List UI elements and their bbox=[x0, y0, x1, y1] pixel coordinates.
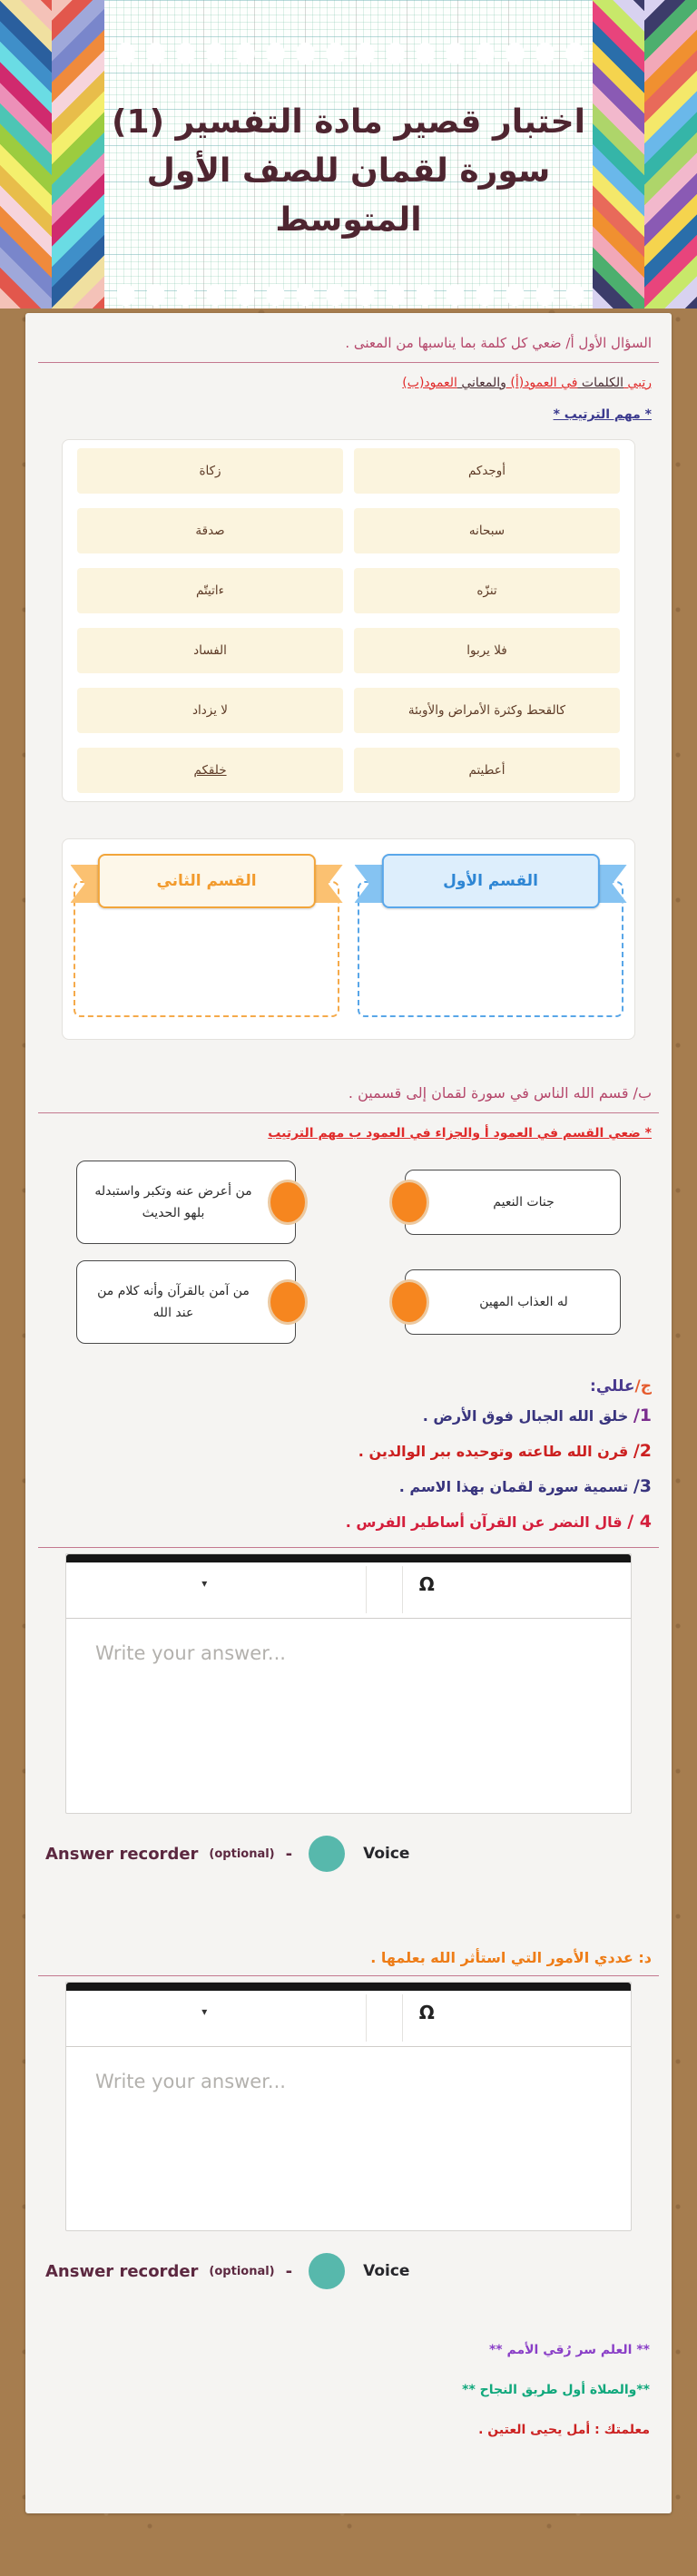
match-meaning-cell[interactable] bbox=[77, 448, 343, 494]
worksheet-body bbox=[25, 313, 672, 2513]
reason-item bbox=[34, 1434, 663, 1469]
match-word-cell[interactable] bbox=[354, 688, 620, 733]
answer-editor-2 bbox=[65, 1982, 632, 2231]
toolbar-separator bbox=[402, 1994, 403, 2042]
reason-text: قرن الله طاعته وتوحيده ببر الوالدين . bbox=[358, 1443, 633, 1460]
match-row bbox=[77, 508, 620, 553]
voice-record-button[interactable] bbox=[309, 2253, 345, 2289]
instruction-part: الكلمات bbox=[577, 376, 623, 390]
reason-item bbox=[34, 1504, 663, 1540]
recorder-label: Answer recorder bbox=[45, 1844, 199, 1864]
section-divider bbox=[38, 1112, 659, 1113]
answer-placeholder: Write your answer... bbox=[95, 1642, 286, 1664]
toolbar-separator bbox=[366, 1566, 367, 1613]
match-meaning-text: ءاتيتّم bbox=[196, 583, 224, 598]
order-important-note: * مهم الترتيب * bbox=[553, 407, 652, 422]
editor-top-bar bbox=[66, 1554, 631, 1562]
pair-row bbox=[34, 1260, 663, 1344]
match-meaning-cell[interactable] bbox=[77, 508, 343, 553]
chevron-decoration-left bbox=[0, 0, 104, 309]
recorder-optional-label: (optional) bbox=[209, 2264, 275, 2278]
recorder-dash: - bbox=[285, 2261, 293, 2281]
editor-toolbar bbox=[66, 1991, 631, 2047]
connector-dot[interactable] bbox=[389, 1279, 429, 1325]
footer-line: معلمتك : أمل يحيى العتين . bbox=[478, 2423, 650, 2437]
match-word-text: فلا يربوا bbox=[466, 643, 507, 658]
match-word-cell[interactable] bbox=[354, 448, 620, 494]
question-b-title: ب/ قسم الله الناس في سورة لقمان إلى قسمين . bbox=[348, 1084, 652, 1102]
format-dropdown-icon[interactable]: ▾ bbox=[201, 1577, 208, 1590]
reason-number: 1/ bbox=[633, 1406, 652, 1425]
section-divider bbox=[38, 1547, 659, 1548]
pair-category-box[interactable] bbox=[405, 1269, 621, 1335]
question-a-instruction bbox=[34, 372, 663, 394]
section-divider bbox=[38, 362, 659, 363]
footer-notes bbox=[47, 2340, 650, 2440]
recorder-label: Answer recorder bbox=[45, 2261, 199, 2281]
pair-answer-text: من آمن بالقرآن وأنه كلام من عند الله bbox=[97, 1284, 250, 1320]
answer-text-area[interactable] bbox=[66, 1619, 631, 1813]
answer-placeholder: Write your answer... bbox=[95, 2071, 286, 2092]
match-word-text: كالقحط وكثرة الأمراض والأوبئة bbox=[407, 703, 566, 718]
pair-answer-box[interactable] bbox=[76, 1260, 296, 1344]
question-c-letter: ج/ bbox=[634, 1377, 652, 1396]
match-word-cell[interactable] bbox=[354, 748, 620, 793]
connector-dot[interactable] bbox=[268, 1180, 308, 1225]
match-word-cell[interactable] bbox=[354, 628, 620, 673]
title-line-2: سورة لقمان للصف الأول bbox=[146, 152, 551, 190]
pair-row bbox=[34, 1161, 663, 1244]
section-divider bbox=[38, 1975, 659, 1976]
reason-item bbox=[34, 1398, 663, 1434]
match-word-cell[interactable] bbox=[354, 508, 620, 553]
worksheet-header bbox=[0, 0, 697, 309]
pair-category-text: له العذاب المهين bbox=[479, 1295, 568, 1309]
ribbon-banner bbox=[381, 854, 599, 908]
pair-category-text: جنات النعيم bbox=[493, 1195, 555, 1210]
match-row bbox=[77, 448, 620, 494]
ribbon-banner bbox=[97, 854, 315, 908]
voice-label: Voice bbox=[363, 1845, 410, 1863]
question-b-instruction: * ضعي القسم في العمود أ والجزاء في العمود ب مهم الترتيب bbox=[268, 1126, 652, 1141]
reason-text: تسمية سورة لقمان بهذا الاسم . bbox=[398, 1478, 633, 1495]
match-meaning-text: صدقة bbox=[195, 524, 225, 538]
connector-dot[interactable] bbox=[268, 1279, 308, 1325]
chevron-stripes bbox=[644, 0, 697, 309]
sorting-bins-box bbox=[62, 838, 635, 1040]
reason-number: 3/ bbox=[633, 1476, 652, 1496]
reason-number: 2/ bbox=[633, 1441, 652, 1461]
answer-recorder-1 bbox=[45, 1836, 663, 1872]
answer-recorder-2 bbox=[45, 2253, 663, 2289]
match-word-cell[interactable] bbox=[354, 568, 620, 613]
match-word-text: سبحانه bbox=[468, 524, 506, 538]
chevron-stripes bbox=[0, 0, 53, 309]
match-meaning-text: لا يزداد bbox=[192, 703, 228, 718]
title-line-1: اختبار قصير مادة التفسير (1) bbox=[112, 103, 585, 141]
voice-label: Voice bbox=[363, 2262, 410, 2280]
reason-text: قال النضر عن القرآن أساطير الفرس . bbox=[345, 1513, 628, 1531]
match-row bbox=[77, 688, 620, 733]
matching-pairs bbox=[34, 1161, 663, 1344]
match-word-text: تنزّه bbox=[476, 583, 497, 598]
special-characters-button[interactable]: Ω bbox=[418, 1573, 435, 1595]
answer-text-area[interactable] bbox=[66, 2047, 631, 2230]
pair-answer-box[interactable] bbox=[76, 1161, 296, 1244]
recorder-dash: - bbox=[285, 1844, 293, 1864]
title-line-3: المتوسط bbox=[275, 201, 422, 239]
instruction-part: في العمود(أ) bbox=[506, 376, 578, 390]
question-d-title: د: عددي الأمور التي استأثر الله بعلمها . bbox=[370, 1949, 652, 1966]
reason-item bbox=[34, 1469, 663, 1504]
footer-line: **والصلاة أول طريق النجاح ** bbox=[462, 2383, 650, 2397]
pair-answer-text: من أعرض عنه وتكبر واستبدله بلهو الحديث bbox=[94, 1184, 252, 1220]
bin-label: القسم الثاني bbox=[97, 854, 315, 908]
scallop-border-top bbox=[111, 40, 586, 67]
question-c-items bbox=[34, 1398, 663, 1540]
toolbar-separator bbox=[402, 1566, 403, 1613]
match-row bbox=[77, 628, 620, 673]
question-c-verb: عللي: bbox=[590, 1377, 635, 1396]
connector-dot[interactable] bbox=[389, 1180, 429, 1225]
scallop-border-bottom bbox=[111, 281, 586, 309]
sorting-bin-blue bbox=[358, 854, 623, 1017]
match-meaning-cell[interactable] bbox=[77, 628, 343, 673]
reason-number: 4 / bbox=[627, 1512, 652, 1532]
match-row bbox=[77, 568, 620, 613]
match-word-text: أعطيتم bbox=[468, 763, 506, 778]
match-meaning-text: زكاة bbox=[199, 464, 221, 478]
chevron-decoration-right bbox=[593, 0, 697, 309]
match-meaning-cell[interactable] bbox=[77, 688, 343, 733]
instruction-part: العمود(ب) bbox=[402, 376, 457, 390]
sorting-bin-orange bbox=[74, 854, 339, 1017]
special-characters-button[interactable]: Ω bbox=[418, 2002, 435, 2023]
answer-editor-1 bbox=[65, 1553, 632, 1814]
worksheet-title bbox=[112, 98, 585, 245]
match-meaning-cell[interactable] bbox=[77, 748, 343, 793]
match-row bbox=[77, 748, 620, 793]
chevron-stripes bbox=[593, 0, 645, 309]
question-a-title: السؤال الأول أ/ ضعي كل كلمة بما يناسبها من المعنى . bbox=[345, 335, 652, 351]
voice-record-button[interactable] bbox=[309, 1836, 345, 1872]
match-meaning-text: الفساد bbox=[193, 643, 227, 658]
bin-label: القسم الأول bbox=[381, 854, 599, 908]
format-dropdown-icon[interactable]: ▾ bbox=[201, 2005, 208, 2018]
editor-toolbar bbox=[66, 1562, 631, 1619]
match-word-text: أوجدكم bbox=[467, 464, 506, 478]
toolbar-separator bbox=[366, 1994, 367, 2042]
reason-text: خلق الله الجبال فوق الأرض . bbox=[422, 1407, 633, 1425]
match-meaning-cell[interactable] bbox=[77, 568, 343, 613]
instruction-part: والمعاني bbox=[456, 376, 506, 390]
pair-category-box[interactable] bbox=[405, 1170, 621, 1235]
recorder-optional-label: (optional) bbox=[209, 1846, 275, 1861]
question-c-heading bbox=[45, 1375, 652, 1398]
chevron-stripes bbox=[52, 0, 104, 309]
footer-line: ** العلم سر رُقي الأمم ** bbox=[488, 2343, 650, 2357]
matching-words-box bbox=[62, 439, 635, 802]
instruction-part: رتبي bbox=[623, 376, 652, 390]
editor-top-bar bbox=[66, 1983, 631, 1991]
match-meaning-text: خلقكم bbox=[193, 763, 227, 778]
